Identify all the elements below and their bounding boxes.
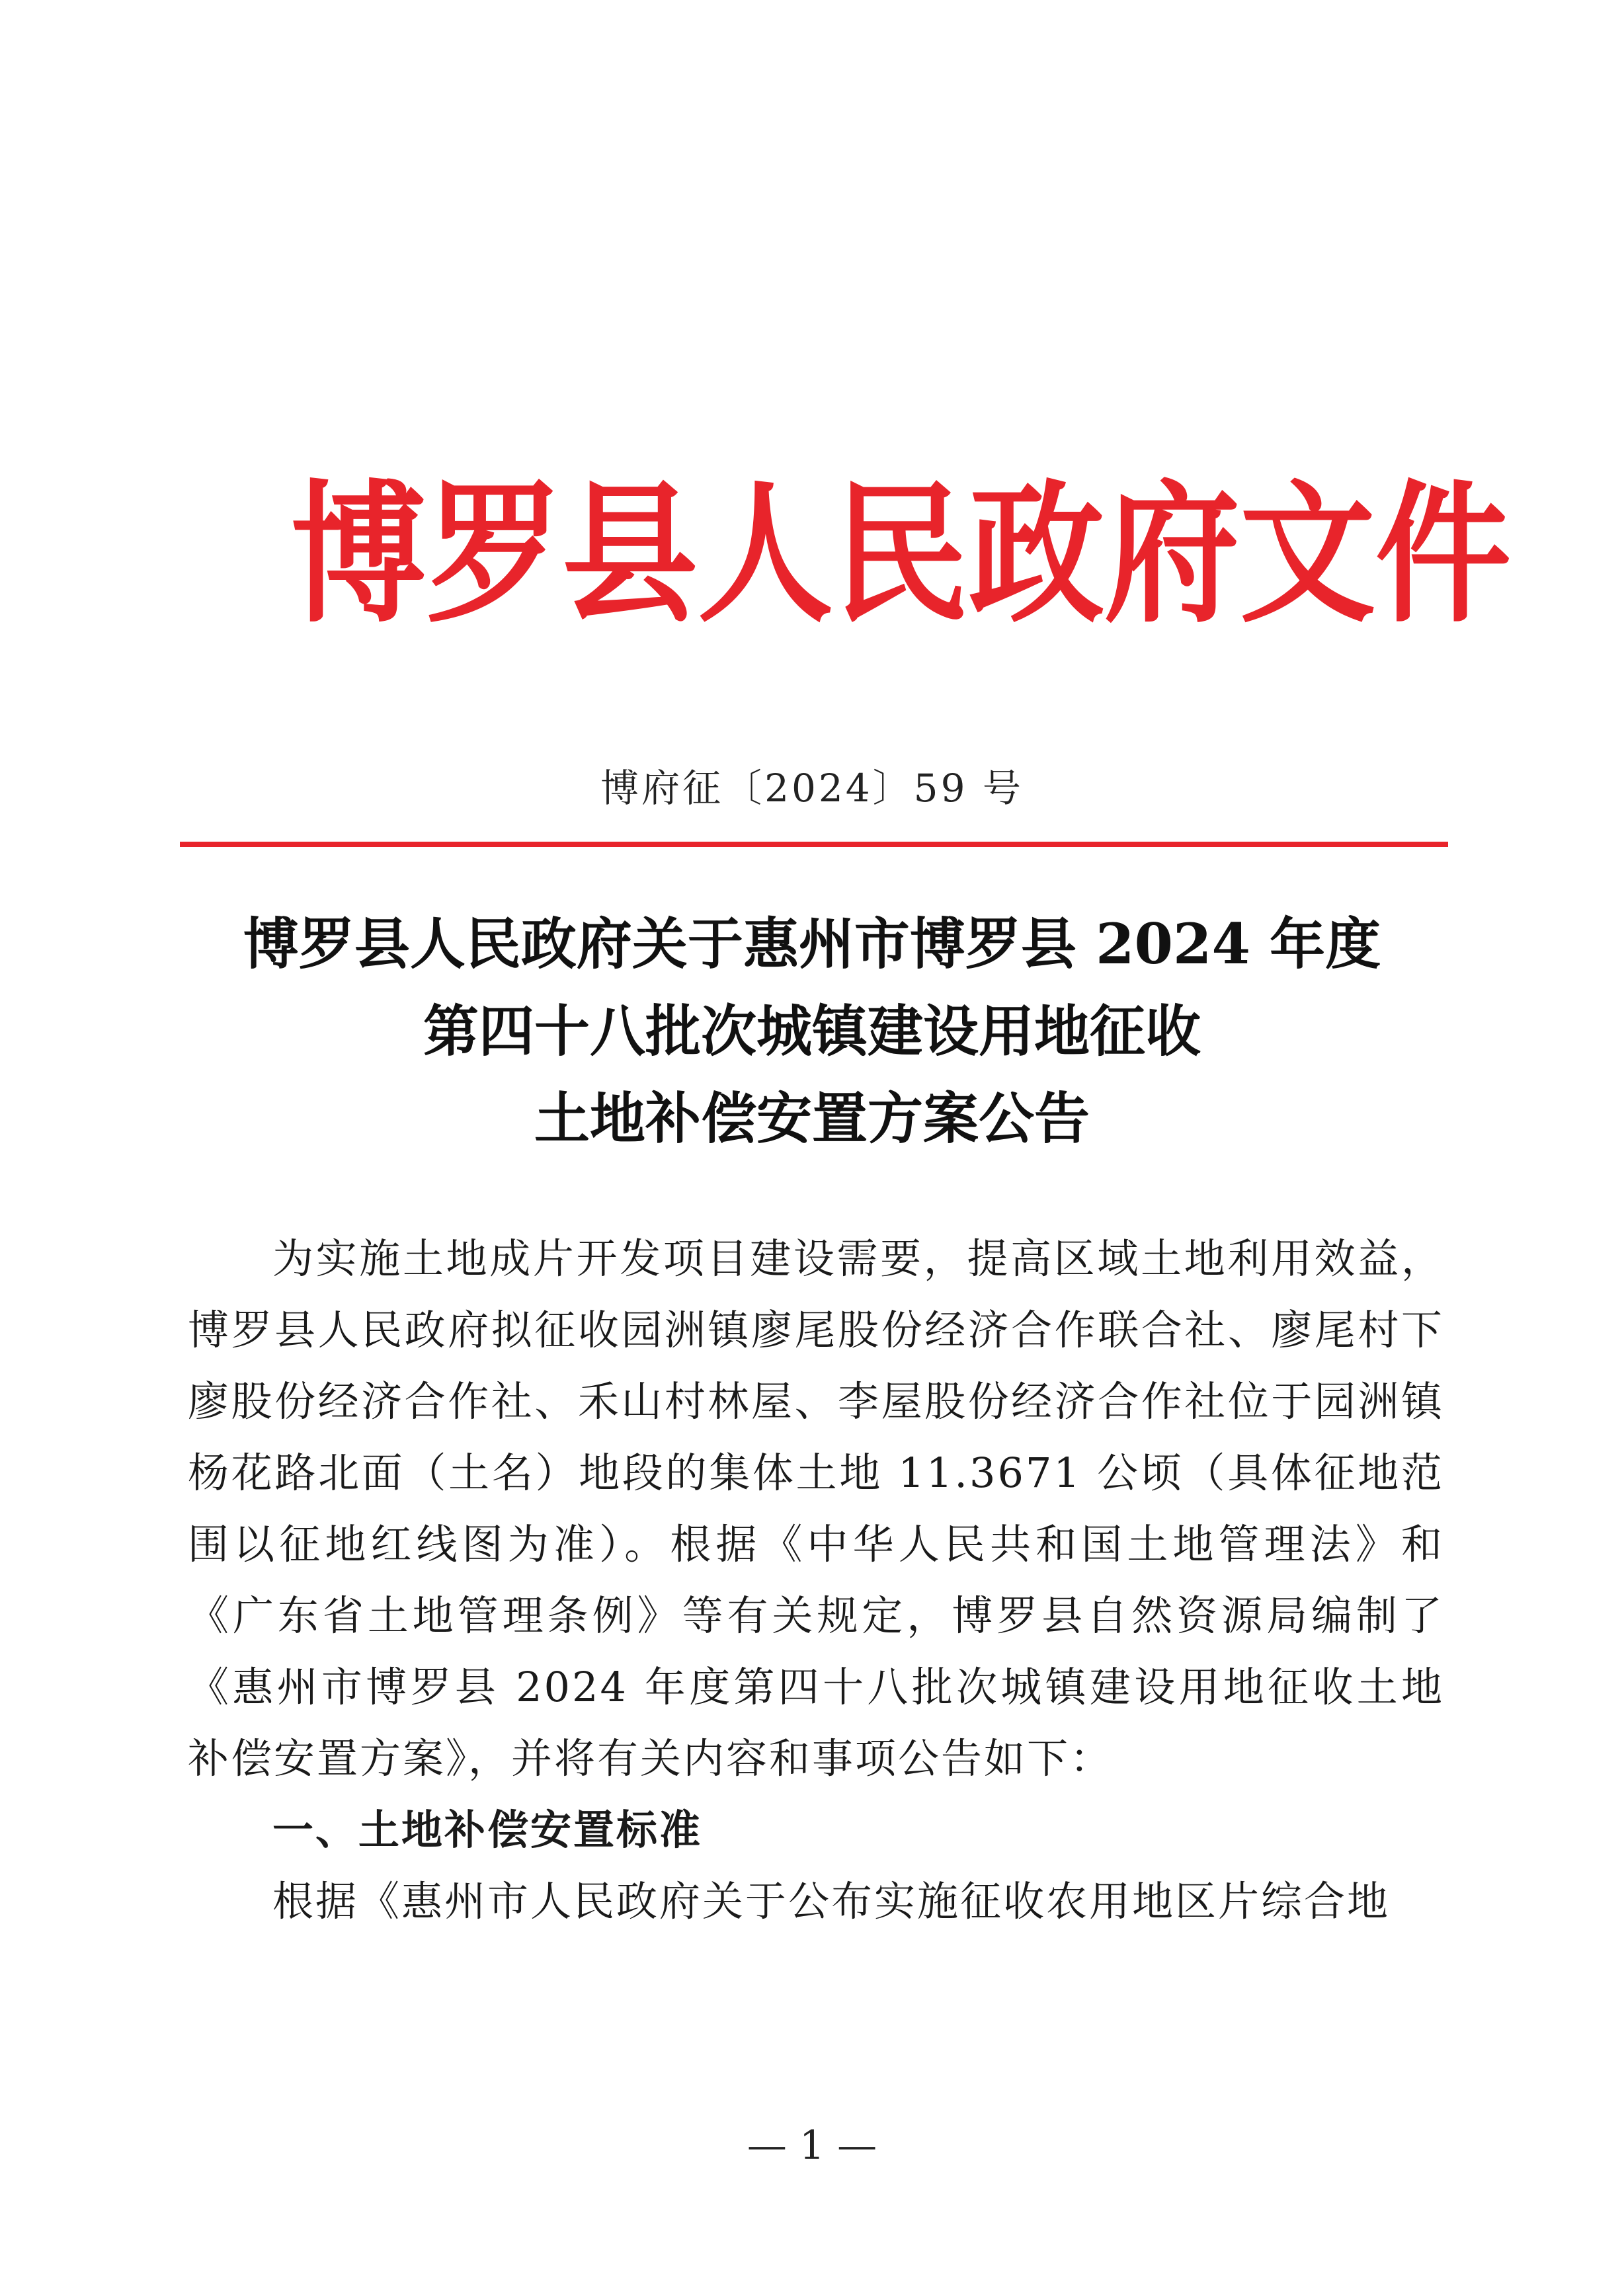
page-number: — 1 — [747,2122,877,2169]
body-paragraph-intro: 为实施土地成片开发项目建设需要，提高区域土地利用效益，博罗县人民政府拟征收园洲镇廖尾股份经济合作联合社、廖尾村下廖股份经济合作社、禾山村林屋、李屋股份经济合作社位于园洲镇杨花路北面（土名）地段的集体土地 11.3671 公顷（具体征地范围以征地红线图为准）。根据《中华人民共和国土地管理法》和《广东省土地管理条例》等有关规定，博罗县自然资源局编制了《惠州市博罗县 2024 年度第四十八批次城镇建设用地征收土地补偿安置方案》，并将有关内容和事项公告如下： [188,1234,1444,1783]
document-number: 博府征〔2024〕59 号 [600,766,1024,811]
title-line-1: 博罗县人民政府关于惠州市博罗县 2024 年度 [243,911,1381,977]
section-heading-compensation: 一、土地补偿安置标准 [272,1806,703,1854]
title-line-3: 土地补偿安置方案公告 [534,1086,1090,1151]
title-line-2: 第四十八批次城镇建设用地征收 [423,998,1201,1064]
document-body [188,1223,1444,1937]
body-paragraph-compensation: 根据《惠州市人民政府关于公布实施征收农用地区片综合地 [272,1877,1391,1925]
masthead-title: 博罗县人民政府文件 [291,467,1511,644]
red-divider-rule [180,842,1448,847]
announcement-title [0,901,1624,1162]
